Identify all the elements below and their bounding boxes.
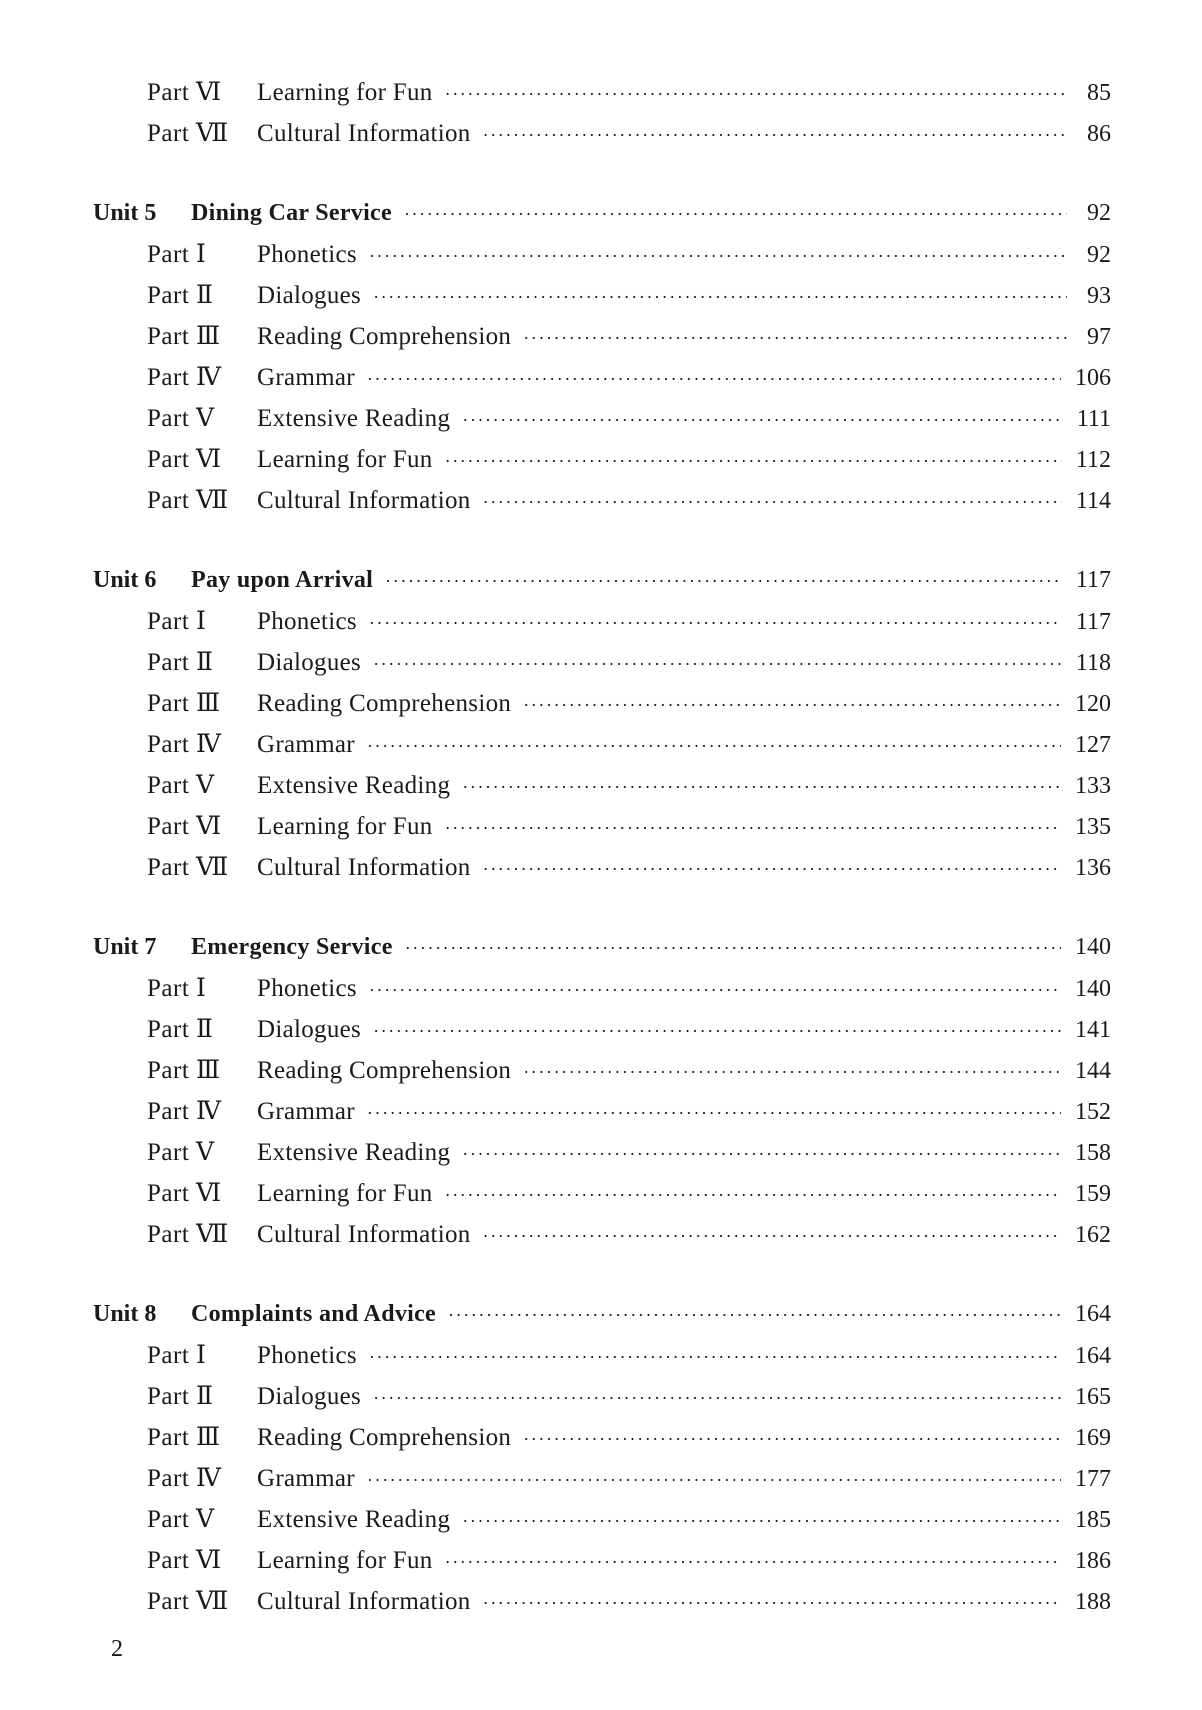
- dot-leader: [448, 1295, 1061, 1336]
- part-label: Part Ⅶ: [147, 1588, 229, 1615]
- part-label: Part Ⅶ: [147, 120, 229, 147]
- part-title: Dialogues: [257, 1383, 362, 1410]
- part-title: Extensive Reading: [257, 405, 451, 432]
- toc-part-entry[interactable]: [93, 1050, 1111, 1091]
- part-label: Part Ⅶ: [147, 1221, 229, 1248]
- page-ref: 165: [1075, 1384, 1111, 1410]
- page-ref: 164: [1075, 1301, 1111, 1327]
- dot-leader: [369, 603, 1062, 644]
- part-label: Part Ⅲ: [147, 1424, 221, 1451]
- page-ref: 106: [1075, 365, 1111, 391]
- part-title: Cultural Information: [257, 487, 471, 514]
- toc-part-entry[interactable]: [93, 1009, 1111, 1050]
- part-label: Part Ⅳ: [147, 1465, 222, 1492]
- toc-unit-group: [93, 927, 1111, 1255]
- part-title: Dialogues: [257, 1016, 362, 1043]
- part-title: Learning for Fun: [257, 1180, 433, 1207]
- part-label: Part Ⅱ: [147, 649, 214, 676]
- dot-leader: [483, 482, 1062, 523]
- dot-leader: [483, 115, 1067, 156]
- part-title: Phonetics: [257, 1342, 357, 1369]
- dot-leader: [373, 644, 1062, 685]
- dot-leader: [483, 1583, 1061, 1624]
- dot-leader: [373, 277, 1067, 318]
- part-label: Part Ⅰ: [147, 975, 207, 1002]
- page-ref: 112: [1075, 447, 1111, 473]
- dot-leader: [483, 1216, 1061, 1257]
- part-label: Part Ⅵ: [147, 813, 222, 840]
- toc-part-entry[interactable]: [93, 724, 1111, 765]
- toc-part-entry[interactable]: [93, 642, 1111, 683]
- page-ref: 117: [1075, 567, 1111, 593]
- dot-leader: [404, 194, 1067, 235]
- part-title: Phonetics: [257, 608, 357, 635]
- dot-leader: [367, 359, 1061, 400]
- dot-leader: [369, 1337, 1061, 1378]
- toc-part-entry[interactable]: [93, 113, 1111, 154]
- toc-part-entry[interactable]: [93, 275, 1111, 316]
- part-label: Part Ⅱ: [147, 1016, 214, 1043]
- toc-unit-entry[interactable]: [93, 560, 1111, 601]
- part-title: Reading Comprehension: [257, 1057, 512, 1084]
- toc-part-entry[interactable]: [93, 1214, 1111, 1255]
- part-title: Grammar: [257, 1465, 355, 1492]
- part-title: Grammar: [257, 364, 355, 391]
- toc-part-entry[interactable]: [93, 1499, 1111, 1540]
- part-label: Part Ⅵ: [147, 79, 222, 106]
- part-title: Dialogues: [257, 282, 362, 309]
- dot-leader: [367, 1460, 1061, 1501]
- toc-unit-group: [93, 560, 1111, 888]
- dot-leader: [523, 1052, 1061, 1093]
- page-ref: 169: [1075, 1425, 1111, 1451]
- toc-unit-entry[interactable]: [93, 193, 1111, 234]
- dot-leader: [367, 1093, 1061, 1134]
- page-ref: 152: [1075, 1099, 1111, 1125]
- page-ref: 144: [1075, 1058, 1111, 1084]
- dot-leader: [445, 1175, 1061, 1216]
- part-title: Grammar: [257, 1098, 355, 1125]
- toc-part-entry[interactable]: [93, 316, 1111, 357]
- part-title: Cultural Information: [257, 854, 471, 881]
- part-label: Part Ⅵ: [147, 1547, 222, 1574]
- part-title: Learning for Fun: [257, 446, 433, 473]
- part-title: Reading Comprehension: [257, 690, 512, 717]
- part-title: Cultural Information: [257, 1588, 471, 1615]
- toc-part-entry[interactable]: [93, 439, 1111, 480]
- toc-part-entry[interactable]: [93, 1376, 1111, 1417]
- toc-part-entry[interactable]: [93, 683, 1111, 724]
- part-label: Part Ⅲ: [147, 690, 221, 717]
- toc-unit-entry[interactable]: [93, 927, 1111, 968]
- part-label: Part Ⅵ: [147, 446, 222, 473]
- part-title: Learning for Fun: [257, 813, 433, 840]
- page-ref: 118: [1075, 650, 1111, 676]
- dot-leader: [369, 970, 1061, 1011]
- unit-title: Dining Car Service: [191, 200, 392, 226]
- unit-title: Complaints and Advice: [191, 1301, 437, 1327]
- toc-part-entry[interactable]: [93, 1335, 1111, 1376]
- dot-leader: [373, 1011, 1061, 1052]
- page-ref: 140: [1075, 934, 1111, 960]
- page-ref: 111: [1076, 406, 1111, 432]
- toc-part-entry[interactable]: [93, 765, 1111, 806]
- page-ref: 135: [1075, 814, 1111, 840]
- part-label: Part Ⅰ: [147, 608, 207, 635]
- part-title: Extensive Reading: [257, 772, 451, 799]
- part-title: Extensive Reading: [257, 1139, 451, 1166]
- part-label: Part Ⅴ: [147, 1139, 215, 1166]
- part-title: Extensive Reading: [257, 1506, 451, 1533]
- page-ref: 117: [1075, 609, 1111, 635]
- toc-part-entry[interactable]: [93, 72, 1111, 113]
- page-ref: 85: [1087, 80, 1111, 106]
- table-of-contents: [93, 72, 1111, 1661]
- page-ref: 97: [1087, 324, 1111, 350]
- page-ref: 177: [1075, 1466, 1111, 1492]
- part-label: Part Ⅴ: [147, 1506, 215, 1533]
- toc-part-entry[interactable]: [93, 968, 1111, 1009]
- dot-leader: [523, 685, 1061, 726]
- page-ref: 141: [1075, 1017, 1111, 1043]
- unit-label: Unit 7: [93, 934, 157, 960]
- part-title: Learning for Fun: [257, 79, 433, 106]
- page-ref: 140: [1075, 976, 1111, 1002]
- toc-part-entry[interactable]: [93, 1458, 1111, 1499]
- dot-leader: [462, 1134, 1061, 1175]
- toc-part-entry[interactable]: [93, 357, 1111, 398]
- toc-part-entry[interactable]: [93, 234, 1111, 275]
- dot-leader: [445, 808, 1061, 849]
- dot-leader: [483, 849, 1061, 890]
- dot-leader: [385, 561, 1062, 602]
- toc-part-entry[interactable]: [93, 1091, 1111, 1132]
- part-title: Phonetics: [257, 241, 357, 268]
- part-label: Part Ⅰ: [147, 241, 207, 268]
- toc-unit-group: [93, 193, 1111, 521]
- toc-continued-group: [93, 72, 1111, 154]
- dot-leader: [445, 74, 1067, 115]
- part-title: Phonetics: [257, 975, 357, 1002]
- toc-part-entry[interactable]: [93, 1417, 1111, 1458]
- toc-part-entry[interactable]: [93, 847, 1111, 888]
- part-label: Part Ⅰ: [147, 1342, 207, 1369]
- toc-unit-entry[interactable]: [93, 1294, 1111, 1335]
- part-label: Part Ⅱ: [147, 282, 214, 309]
- unit-title: Emergency Service: [191, 934, 393, 960]
- part-title: Reading Comprehension: [257, 323, 512, 350]
- part-title: Grammar: [257, 731, 355, 758]
- unit-label: Unit 6: [93, 567, 157, 593]
- part-title: Cultural Information: [257, 1221, 471, 1248]
- page-ref: 133: [1075, 773, 1111, 799]
- part-label: Part Ⅱ: [147, 1383, 214, 1410]
- page-ref: 186: [1075, 1548, 1111, 1574]
- page-ref: 86: [1087, 121, 1111, 147]
- page-ref: 120: [1075, 691, 1111, 717]
- dot-leader: [523, 318, 1067, 359]
- part-label: Part Ⅳ: [147, 1098, 222, 1125]
- toc-part-entry[interactable]: [93, 398, 1111, 439]
- toc-part-entry[interactable]: [93, 806, 1111, 847]
- dot-leader: [367, 726, 1061, 767]
- part-label: Part Ⅲ: [147, 323, 221, 350]
- part-title: Dialogues: [257, 649, 362, 676]
- dot-leader: [462, 767, 1061, 808]
- toc-unit-group: [93, 1294, 1111, 1622]
- toc-part-entry[interactable]: [93, 1540, 1111, 1581]
- page-ref: 164: [1075, 1343, 1111, 1369]
- dot-leader: [373, 1378, 1061, 1419]
- part-label: Part Ⅶ: [147, 487, 229, 514]
- part-label: Part Ⅳ: [147, 731, 222, 758]
- dot-leader: [445, 441, 1062, 482]
- unit-label: Unit 5: [93, 200, 157, 226]
- unit-title: Pay upon Arrival: [191, 567, 374, 593]
- part-title: Cultural Information: [257, 120, 471, 147]
- part-label: Part Ⅵ: [147, 1180, 222, 1207]
- page-ref: 92: [1087, 200, 1111, 226]
- dot-leader: [462, 400, 1063, 441]
- toc-part-entry[interactable]: [93, 601, 1111, 642]
- part-label: Part Ⅴ: [147, 405, 215, 432]
- page-ref: 158: [1075, 1140, 1111, 1166]
- toc-part-entry[interactable]: [93, 480, 1111, 521]
- dot-leader: [462, 1501, 1061, 1542]
- part-label: Part Ⅲ: [147, 1057, 221, 1084]
- page-ref: 188: [1075, 1589, 1111, 1615]
- page-ref: 93: [1087, 283, 1111, 309]
- part-label: Part Ⅳ: [147, 364, 222, 391]
- toc-part-entry[interactable]: [93, 1132, 1111, 1173]
- page-ref: 136: [1075, 855, 1111, 881]
- toc-part-entry[interactable]: [93, 1581, 1111, 1622]
- dot-leader: [445, 1542, 1061, 1583]
- dot-leader: [405, 928, 1061, 969]
- page-ref: 159: [1075, 1181, 1111, 1207]
- dot-leader: [369, 236, 1067, 277]
- dot-leader: [523, 1419, 1061, 1460]
- part-title: Learning for Fun: [257, 1547, 433, 1574]
- part-label: Part Ⅴ: [147, 772, 215, 799]
- page-ref: 92: [1087, 242, 1111, 268]
- page-ref: 127: [1075, 732, 1111, 758]
- page-ref: 185: [1075, 1507, 1111, 1533]
- page-ref: 162: [1075, 1222, 1111, 1248]
- part-title: Reading Comprehension: [257, 1424, 512, 1451]
- page-number: 2: [111, 1636, 123, 1662]
- part-label: Part Ⅶ: [147, 854, 229, 881]
- toc-part-entry[interactable]: [93, 1173, 1111, 1214]
- unit-label: Unit 8: [93, 1301, 157, 1327]
- page-ref: 114: [1075, 488, 1111, 514]
